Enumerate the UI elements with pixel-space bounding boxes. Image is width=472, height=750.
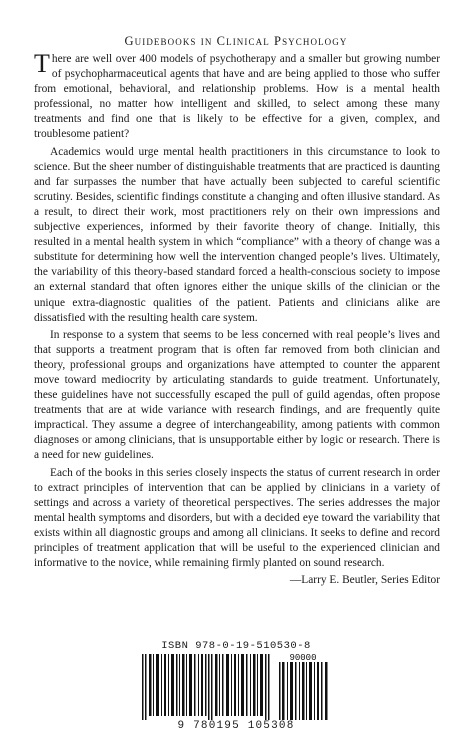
price-code: 90000 (289, 654, 317, 663)
series-description (34, 49, 440, 588)
barcode-digits: 9 780195 105308 (177, 720, 295, 732)
series-editor-signature: —Larry E. Beutler, Series Editor (289, 574, 440, 587)
isbn-barcode (138, 640, 334, 736)
paragraph-2: Academics would urge mental health practitioners in this circumstance to look to science. But the sheer number of distinguishable treatments that are practiced is daunting and far surpasses the number that have actually been subjected to careful scientific scrutiny. Besides, scientific findings constitute a changing and often illusive standard. As a result, to direct their work, most practitioners rely on their own impressions and subjective experiences, informed by their favorite theory of change. Initially, this resulted in a mental health system in which “compliance” with a theory of change was a substitute for determining how well the intervention changed people’s lives. Ultimately, the variability of this theory-based standard forced a health-conscious society to impose an external standard that often ignores either the unique skills of the clinician or the unique extra-diagnostic qualities of the patient. Patients and clinicians alike are dissatisfied with the resulting health care system. (34, 145, 440, 324)
paragraph-4: Each of the books in this series closely inspects the status of current research in order to extract principles of intervention that can be applied by clinicians in a variety of settings and across a variety of theoretical perspectives. The series addresses the major mental health symptoms and disorders, but with a decided eye toward the variability that exists within all diagnostic groups and among all clinicians. It seeks to define and record principles of treatment application that will be useful to the experienced clinician and informative to the novice, while remaining firmly planted on sound research. (34, 466, 440, 570)
isbn-line (138, 640, 334, 652)
series-title: Guidebooks in Clinical Psychology (124, 34, 348, 48)
paragraph-3: In response to a system that seems to be less concerned with real people’s lives and that supports a treatment program that is often far removed from both clinician and theory, professional groups and organizations have attempted to counter the apparent move toward mediocrity by articulating standards to guide treatment. Unfortunately, these guidelines have not successfully escaped the pull of guild agendas, often propose treatments that are at wide variance with research findings, and are frequently quite impractical. They assume a degree of interchangeability, among patients with common diagnoses or among clinicians, that is unsupportable either by logic or research. There is a need for new guidelines. (34, 328, 440, 462)
isbn-text: ISBN 978-0-19-510530-8 (161, 640, 311, 652)
paragraph-1-text: here are well over 400 models of psychotherapy and a smaller but growing number of psychopharmaceutical agents that have and are being applied to those who suffer from emotional, behavioral, and relationship problems. How is a mental health professional, no matter how intelligent and skilled, to select among these many treatments and find one that is likely to be effective for a given, complex, and troublesome patient? (34, 53, 440, 141)
drop-cap: T (34, 49, 50, 78)
barcode-bars (138, 654, 334, 720)
paragraph-1 (34, 49, 440, 143)
